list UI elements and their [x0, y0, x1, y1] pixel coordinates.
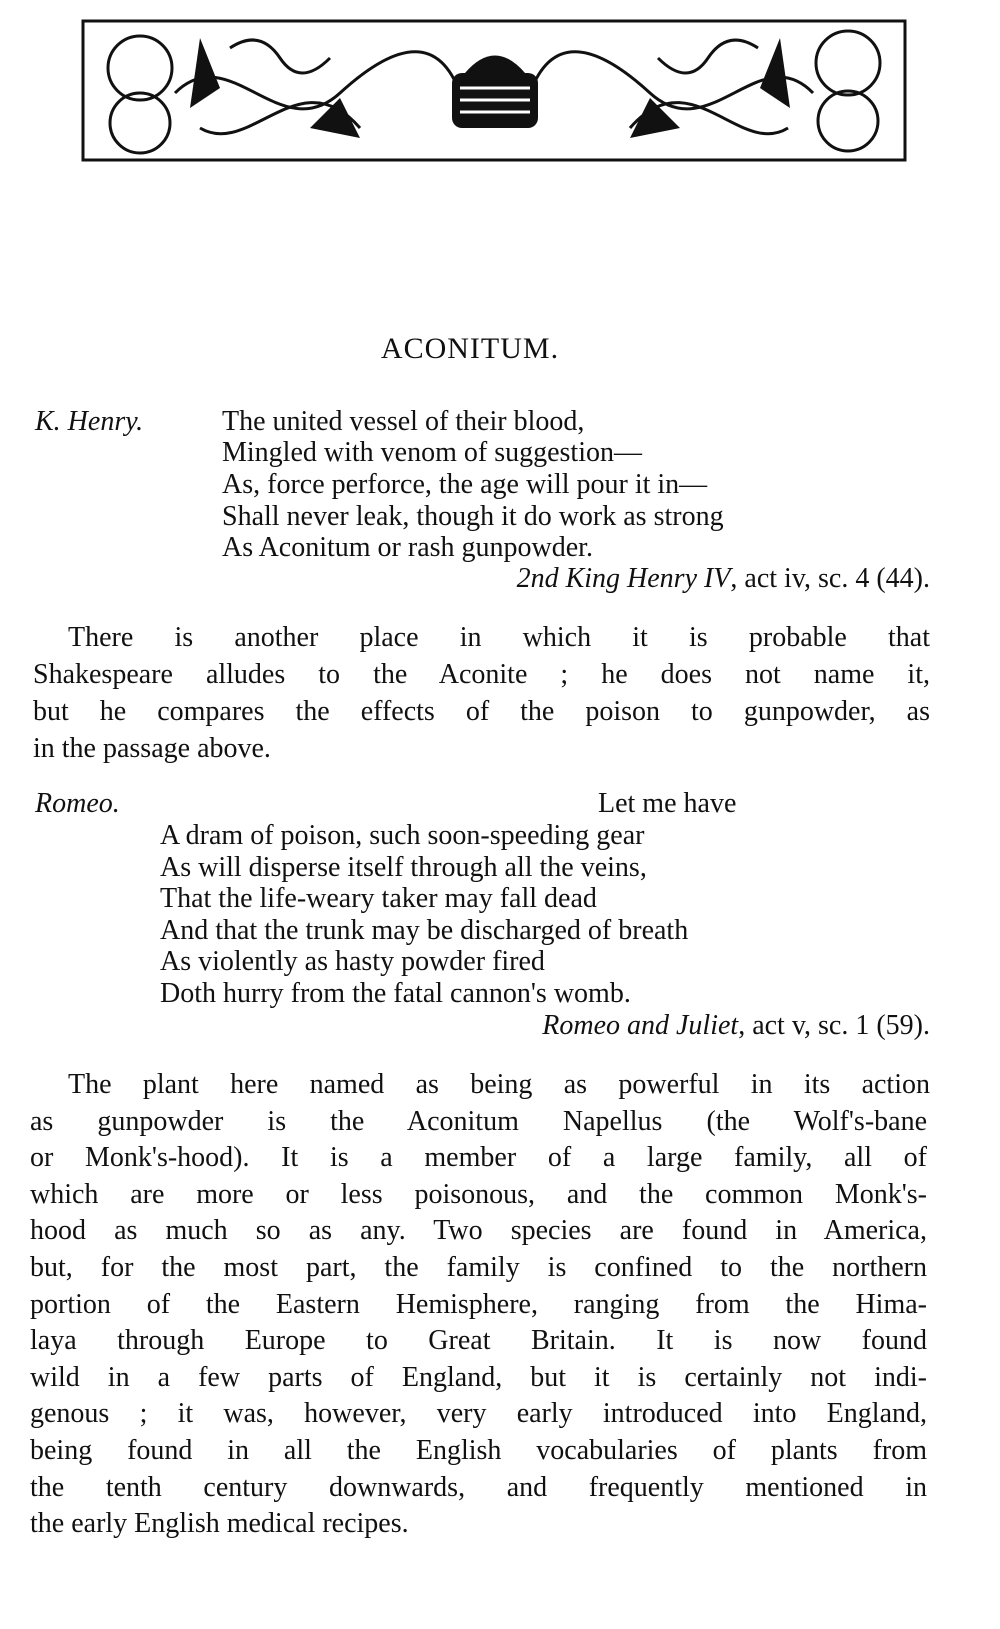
quote1-line: As, force perforce, the age will pour it in—	[222, 469, 708, 500]
quote2-line: Doth hurry from the fatal cannon's womb.	[160, 978, 631, 1009]
paragraph-line: hood as much so as any. Two species are found in America,	[30, 1215, 927, 1247]
quote1-speaker: K. Henry.	[35, 406, 144, 437]
paragraph-line: but, for the most part, the family is confined to the northern	[30, 1252, 927, 1283]
citation-rest: , act v, sc. 1 (59).	[738, 1010, 930, 1041]
quote2-line: As will disperse itself through all the veins,	[160, 852, 647, 883]
citation-work: Romeo and Juliet	[542, 1010, 739, 1041]
paragraph-line: or Monk's-hood). It is a member of a large family, all of	[30, 1142, 927, 1174]
quote1-line: As Aconitum or rash gunpowder.	[222, 532, 593, 563]
quote2-speaker: Romeo.	[35, 788, 120, 819]
quote1-citation	[517, 563, 930, 595]
paragraph-line: as gunpowder is the Aconitum Napellus (the Wolf's-bane	[30, 1105, 927, 1137]
paragraph-line: being found in all the English vocabularies of plants from	[30, 1435, 927, 1466]
citation-work: 2nd King Henry IV	[516, 563, 731, 594]
paragraph-line: but he compares the effects of the poison to gunpowder, as	[33, 696, 930, 727]
paragraph-line: which are more or less poisonous, and the common Monk's-	[30, 1178, 927, 1210]
paragraph-line: Shakespeare alludes to the Aconite ; he does not name it,	[33, 659, 930, 690]
citation-rest: , act iv, sc. 4 (44).	[730, 563, 930, 594]
quote1-line: Shall never leak, though it do work as strong	[222, 501, 724, 532]
quote2-first-line: Let me have	[598, 788, 737, 819]
page-title: ACONITUM.	[380, 332, 560, 365]
paragraph-line: wild in a few parts of England, but it is certainly not indi-	[30, 1361, 927, 1393]
quote2-line: And that the trunk may be discharged of breath	[160, 915, 689, 946]
quote2-line: That the life-weary taker may fall dead	[160, 883, 597, 914]
paragraph-line: There is another place in which it is probable that	[68, 622, 930, 653]
paragraph-line: laya through Europe to Great Britain. It is now found	[30, 1325, 927, 1357]
floral-ornament-header	[80, 18, 908, 163]
paragraph-line: genous ; it was, however, very early introduced into England,	[30, 1398, 927, 1430]
paragraph-line: the early English medical recipes.	[30, 1508, 409, 1540]
paragraph-line: in the passage above.	[33, 733, 271, 764]
quote1-line: The united vessel of their blood,	[222, 406, 585, 437]
quote2-citation	[542, 1010, 930, 1042]
paragraph-line: the tenth century downwards, and frequently mentioned in	[30, 1471, 927, 1503]
quote2-line: A dram of poison, such soon-speeding gear	[160, 820, 645, 851]
quote1-line: Mingled with venom of suggestion—	[222, 437, 642, 468]
quote2-line: As violently as hasty powder fired	[160, 946, 545, 977]
paragraph-line: portion of the Eastern Hemisphere, ranging from the Hima-	[30, 1288, 927, 1320]
paragraph-line: The plant here named as being as powerful in its action	[68, 1069, 930, 1100]
